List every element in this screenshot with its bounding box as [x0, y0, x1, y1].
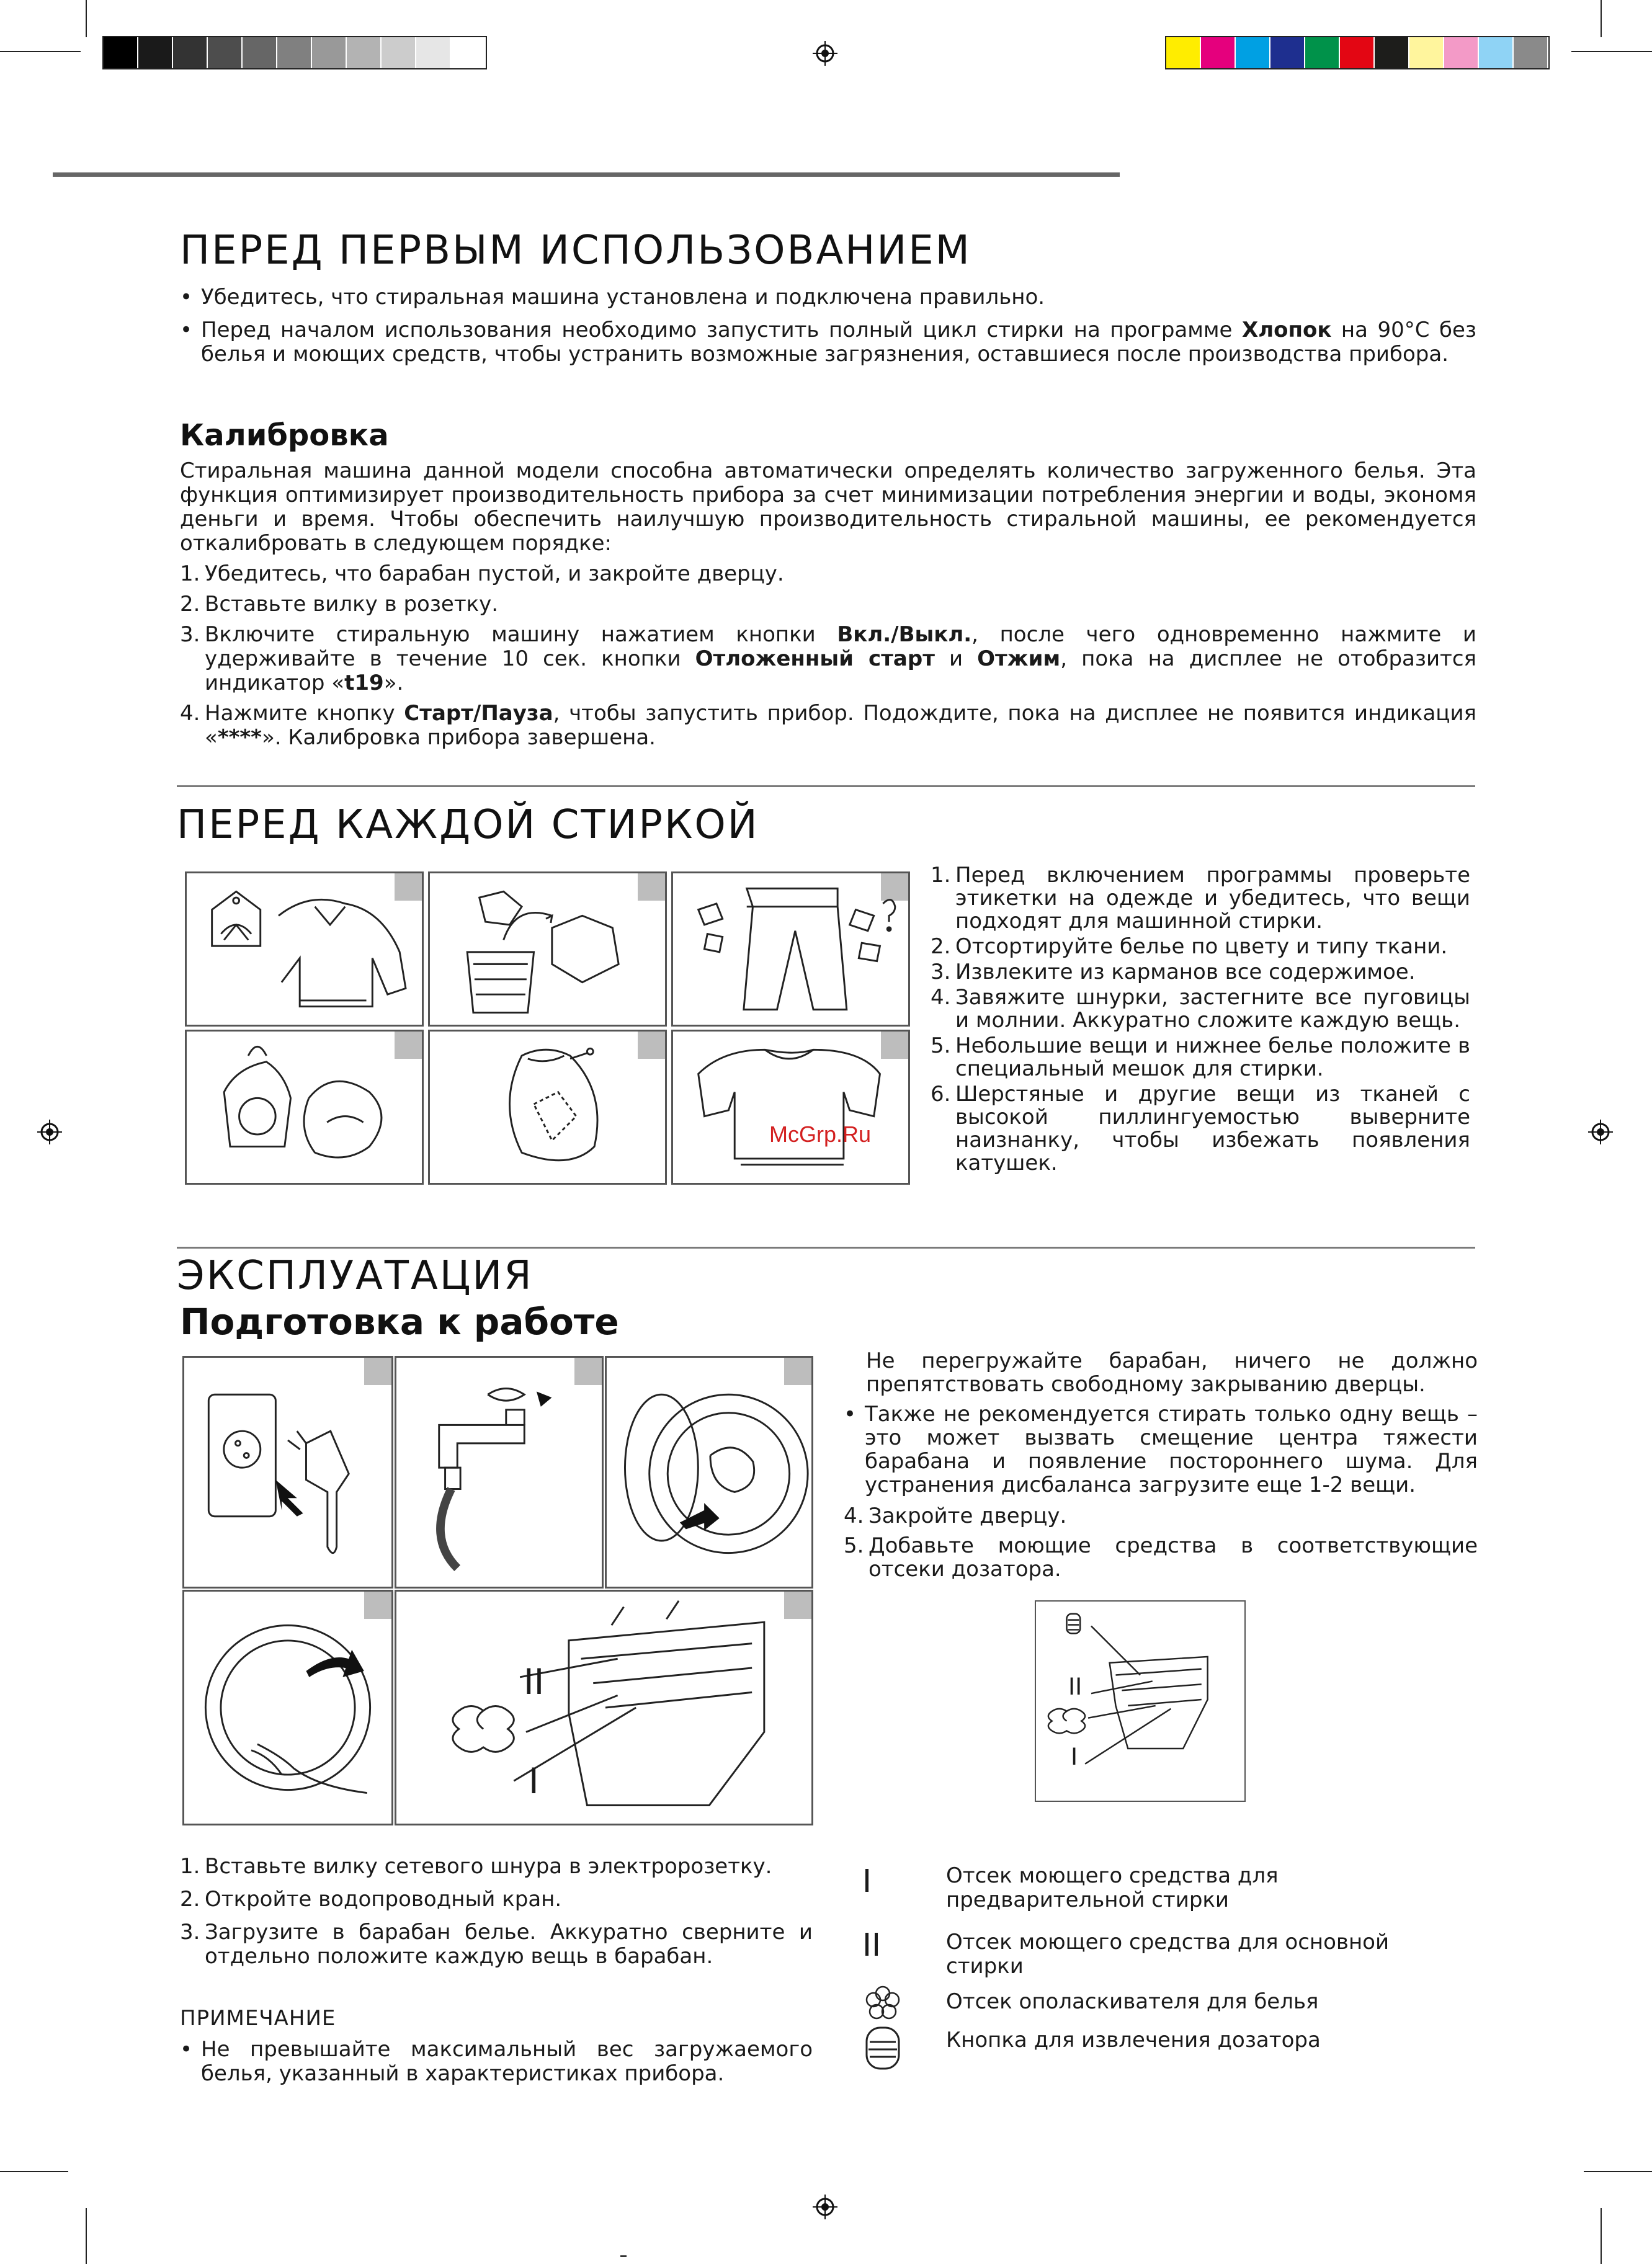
compartment-label-prewash: I	[1071, 1743, 1078, 1770]
detergent-drawer-icon	[396, 1592, 811, 1824]
legend-symbol-two: II	[862, 1926, 882, 1963]
crop-mark-tl-v	[86, 0, 87, 37]
crop-mark-br-h	[1584, 2171, 1652, 2172]
list-item: 2. Вставьте вилку в розетку.	[180, 592, 499, 617]
figure-care-label	[185, 871, 424, 1027]
gray-swatch	[347, 37, 382, 68]
list-item: 2. Отсортируйте белье по цвету и типу ткани.	[931, 934, 1448, 959]
list-item: 4. Нажмите кнопку Старт/Пауза, чтобы запустить прибор. Подождите, пока на дисплее не появится индикация «****». Калибровка прибора завершена.	[180, 701, 1476, 750]
registration-mark-top-icon	[813, 41, 837, 66]
figure-load-drum	[605, 1356, 813, 1589]
gray-swatch	[208, 37, 243, 68]
figure-inside-out	[671, 1030, 910, 1185]
overload-warning: Не перегружайте барабан, ничего не должно препятствовать свободному закрыванию дверцы.	[866, 1348, 1478, 1397]
note-block	[180, 2038, 813, 2092]
compartment-label-main: II	[1068, 1673, 1083, 1700]
care-label-sweater-icon	[187, 873, 422, 1025]
list-item: 6. Шерстяные и другие вещи из тканей с высокой пиллингуемостью выверните наизнанку, чтобы избежать появления катушек.	[931, 1082, 1470, 1175]
color-swatch	[1201, 37, 1236, 68]
figure-sort-laundry	[428, 871, 667, 1027]
list-item: 3. Включите стиральную машину нажатием кнопки Вкл./Выкл., после чего одновременно нажмите и удерживайте в течение 10 сек. кнопки Отложенный старт и Отжим, пока на дисплее не отобразится индикатор «t19».	[180, 622, 1477, 695]
list-item: 1. Убедитесь, что барабан пустой, и закройте дверцу.	[180, 561, 784, 586]
figure-drawer-compartments	[1035, 1600, 1246, 1802]
crop-mark-br-v	[1601, 2208, 1602, 2264]
list-item: 2. Откройте водопроводный кран.	[180, 1887, 562, 1912]
color-swatch	[1340, 37, 1375, 68]
legend-main-wash: II Отсек моющего средства для основной стирки	[862, 1926, 1390, 1979]
drawer-label-prewash: I	[529, 1760, 539, 1801]
color-swatch	[1479, 37, 1514, 68]
calibration-block	[180, 459, 1476, 756]
list-item: 1. Перед включением программы проверьте этикетки на одежде и убедитесь, что вещи подходят для машинной стирки.	[931, 863, 1470, 934]
note-title: ПРИМЕЧАНИЕ	[180, 2006, 336, 2031]
gray-swatch	[104, 37, 138, 68]
drawer-label-main-wash: II	[524, 1660, 545, 1702]
color-swatch	[1305, 37, 1340, 68]
load-drum-icon	[607, 1358, 811, 1587]
section-title-first-use: ПЕРЕД ПЕРВЫМ ИСПОЛЬЗОВАНИЕМ	[180, 228, 971, 274]
section-title-before-wash: ПЕРЕД КАЖДОЙ СТИРКОЙ	[177, 802, 759, 848]
figure-empty-pockets	[671, 871, 910, 1027]
legend-symbol-one: I	[862, 1862, 872, 1899]
drawer-compartments-icon	[1036, 1602, 1244, 1801]
figure-tie-laces	[185, 1030, 424, 1185]
registration-mark-bottom-icon	[813, 2195, 837, 2219]
list-item: 4. Завяжите шнурки, застегните все пуговицы и молнии. Аккуратно сложите каждую вещь.	[931, 985, 1470, 1033]
figure-plug-socket	[182, 1356, 393, 1589]
close-door-icon	[184, 1592, 391, 1824]
list-item: 1. Вставьте вилку сетевого шнура в электророзетку.	[180, 1854, 772, 1879]
operation-right-text	[844, 1349, 1478, 1587]
legend-release-button: Кнопка для извлечения дозатора	[862, 2028, 1421, 2052]
release-button-icon	[865, 2026, 901, 2070]
calibration-intro: Стиральная машина данной модели способна автоматически определять количество загруженного белья. Эта функция оптимизирует производительность прибора за счет минимизации потребления энергии и воды, экономя деньги и время. Чтобы обеспечить наилучшую производительность стиральной машины, ее рекомендуется откалибровать в следующем порядке:	[180, 458, 1476, 556]
list-item: • Не превышайте максимальный вес загружаемого белья, указанный в характеристиках прибора.	[180, 2037, 813, 2086]
watermark: McGrp.Ru	[769, 1121, 872, 1147]
figure-water-tap	[395, 1356, 604, 1589]
plug-socket-icon	[184, 1358, 391, 1587]
section-divider	[177, 785, 1475, 787]
crop-mark-tr-v	[1601, 0, 1602, 37]
section-title-operation: ЭКСПЛУАТАЦИЯ	[177, 1253, 534, 1299]
water-tap-icon	[396, 1358, 602, 1587]
gray-swatch	[138, 37, 173, 68]
legend-prewash: I Отсек моющего средства для предварительной стирки	[862, 1862, 1279, 1912]
laundry-bag-icon	[430, 1032, 665, 1183]
list-item: • Перед началом использования необходимо запустить полный цикл стирки на программе Хлопок на 90°C без белья и моющих средств, чтобы устранить возможные загрязнения, оставшиеся после производства прибора.	[180, 318, 1476, 367]
first-use-bullets	[180, 285, 1476, 373]
subsection-title-preparation: Подготовка к работе	[180, 1301, 619, 1343]
empty-pockets-trousers-icon	[673, 873, 908, 1025]
list-item: 5. Добавьте моющие средства в соответствующие отсеки дозатора.	[844, 1533, 1478, 1582]
color-swatch	[1409, 37, 1444, 68]
crop-mark-bl-v	[86, 2208, 87, 2264]
color-swatch	[1514, 37, 1548, 68]
section-divider	[177, 1247, 1475, 1249]
operation-steps	[180, 1855, 813, 1975]
registration-mark-right-icon	[1588, 1120, 1613, 1144]
bottom-tick	[620, 2255, 627, 2257]
figure-detergent-drawer	[395, 1590, 813, 1825]
list-item: 3. Загрузите в барабан белье. Аккуратно сверните и отдельно положите каждую вещь в барабан.	[180, 1920, 813, 1969]
list-item: • Убедитесь, что стиральная машина установлена и подключена правильно.	[180, 285, 1045, 310]
crop-mark-tl-h	[0, 51, 81, 52]
crop-mark-bl-h	[0, 2171, 68, 2172]
sort-laundry-icon	[430, 873, 665, 1025]
color-swatch	[1236, 37, 1270, 68]
color-swatch	[1444, 37, 1479, 68]
before-wash-steps	[931, 864, 1470, 1177]
grayscale-bar	[102, 36, 487, 69]
figure-close-door	[182, 1590, 393, 1825]
color-swatch	[1270, 37, 1305, 68]
list-item: 3. Извлеките из карманов все содержимое.	[931, 960, 1416, 984]
list-item: 4. Закройте дверцу.	[844, 1504, 1067, 1528]
color-bar	[1165, 36, 1550, 69]
gray-swatch	[312, 37, 347, 68]
list-item: 5. Небольшие вещи и нижнее белье положите в специальный мешок для стирки.	[931, 1033, 1470, 1081]
tie-laces-shoe-icon	[187, 1032, 422, 1183]
flower-icon	[453, 1706, 514, 1752]
list-item: • Также не рекомендуется стирать только одну вещь – это может вызвать смещение центра тяжести барабана и появление постороннего шума. Для устранения дисбаланса загрузите еще 1-2 вещи.	[844, 1402, 1478, 1497]
legend-softener: Отсек ополаскивателя для белья	[862, 1990, 1421, 2014]
registration-mark-left-icon	[37, 1120, 62, 1144]
gray-swatch	[173, 37, 208, 68]
inside-out-sweater-icon	[673, 1032, 908, 1183]
color-swatch	[1375, 37, 1409, 68]
gray-swatch	[416, 37, 451, 68]
gray-swatch	[451, 37, 486, 68]
flower-icon	[864, 1985, 902, 2023]
top-header-rule	[53, 172, 1120, 177]
color-swatch	[1166, 37, 1201, 68]
gray-swatch	[277, 37, 312, 68]
gray-swatch	[243, 37, 277, 68]
calibration-heading: Калибровка	[180, 418, 389, 453]
crop-mark-tr-h	[1571, 51, 1652, 52]
gray-swatch	[382, 37, 416, 68]
figure-laundry-bag	[428, 1030, 667, 1185]
